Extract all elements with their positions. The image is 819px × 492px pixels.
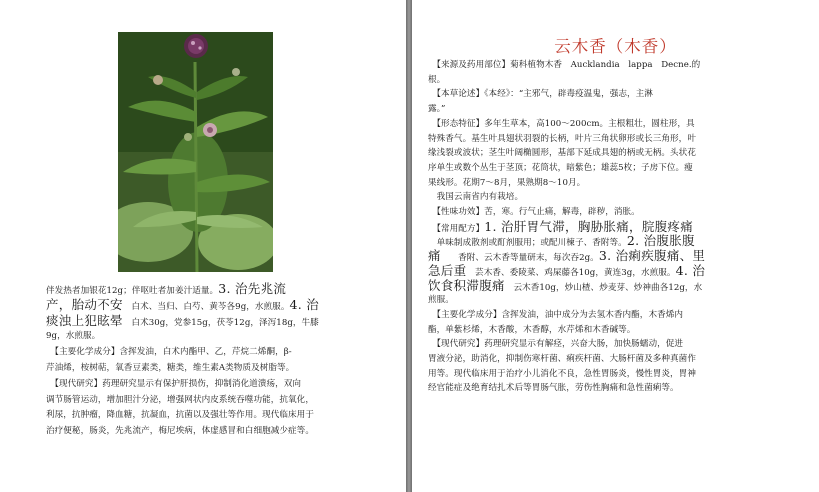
left-text-line (46, 408, 314, 423)
body-run: 胃液分泌，助消化，抑制伤寒杆菌、痢疾杆菌、大肠杆菌及多种真菌作 (428, 354, 696, 364)
body-run: 【形态特征】多年生草本，高100～200cm。主根粗壮，圆柱形，具 (428, 118, 695, 129)
body-run: 煎服。 (428, 295, 454, 306)
body-run: 经官能症及绝育结扎术后等胃肠气胀，劳伤性胸痛和急性菌痢等。 (428, 383, 679, 394)
right-text-line (428, 367, 696, 382)
right-text-line (428, 381, 679, 396)
body-run: 伴发热者加银花12g；伴呕吐者加姜汁适量。 (46, 286, 219, 296)
right-text-line (428, 279, 702, 296)
body-run: 利尿，抗肿瘤，降血糖，抗凝血，抗菌以及强壮等作用。现代临床用于 (46, 410, 314, 421)
body-run: 果线形。花期7～8月，果熟期8～10月。 (428, 177, 586, 188)
body-run: 【主要化学成分】含挥发油，油中成分为去氢木香内酯，木香烯内 (428, 309, 684, 320)
page-title: 云木香（木香） (554, 37, 677, 56)
right-text-line (428, 117, 695, 132)
left-text-line (46, 393, 314, 408)
right-text-line (428, 58, 700, 73)
right-text-line (428, 146, 696, 161)
body-run: 用等。现代临床用于治疗小儿消化不良，急性胃肠炎，慢性胃炎，胃神 (428, 368, 696, 379)
heading-run: 3. 治痢疾腹痛、里 (598, 248, 706, 264)
left-text-line (46, 314, 319, 331)
right-text-line (428, 132, 696, 147)
body-run: 我国云南省内有栽培。 (428, 192, 524, 203)
right-text-line (428, 190, 523, 205)
body-run: 酯，单紫杉烯，木香酸，木香醇，水芹烯和木香碱等。 (428, 324, 636, 335)
heading-run: 4. 治 (289, 296, 320, 312)
body-run: 特殊香气。基生叶具翅状羽裂的长柄，叶片三角状卵形或长三角形，叶 (428, 133, 696, 144)
body-run: 【现代研究】药理研究显示有解痉，兴奋大肠，加快肠蠕动，促进 (428, 339, 684, 350)
left-text-line (46, 329, 100, 344)
body-run: 芹油烯，桉树萜，氧香豆素类，糖类，维生素A类物质及树脂等。 (46, 363, 295, 373)
heading-run: 1. 治肝胃气滞，胸胁胀痛，脘腹疼痛 (484, 218, 694, 234)
body-run: 治疗便秘，肠炎，先兆流产，梅尼埃病，体虚感冒和白细胞减少症等。 (46, 426, 314, 437)
plant-illustration (118, 32, 273, 272)
plant-photo (118, 32, 273, 272)
body-run: 根。 (428, 74, 446, 85)
left-text-line (46, 345, 292, 360)
body-run: 【来源及药用部位】菊科植物木香 Aucklandia lappa Decne.的 (428, 60, 701, 70)
body-run: 香附、云木香等量研末，每次吞2g。 (440, 253, 599, 264)
heading-run: 痰浊上犯眩晕 (46, 312, 123, 328)
body-run: 缘浅裂或波状；茎生叶阔椭圆形，基部下延成具翅的柄或无柄。头状花 (428, 148, 696, 159)
heading-run: 饮食积滞腹痛 (428, 277, 505, 293)
body-run: 【主要化学成分】含挥发油，白术内酯甲、乙，芹烷二烯酮，β- (46, 347, 292, 358)
body-run: 【性味功效】苦，寒。行气止痛，解毒，辟秽，消胀。 (428, 207, 640, 217)
heading-run: 痛 (428, 248, 441, 264)
right-text-line (428, 102, 445, 117)
body-run: 白术、当归、白芍、黄芩各9g，水煎服。 (122, 301, 290, 312)
body-run: 9g，水煎服。 (46, 331, 101, 342)
body-run: 调节肠管运动，增加胆汁分泌，增强网状内皮系统吞噬功能，抗氧化， (46, 394, 314, 405)
left-text-line (46, 361, 294, 376)
right-text-line (428, 73, 445, 88)
heading-run: 急后重 (428, 262, 467, 278)
right-text-line (428, 337, 683, 352)
body-run: 芸木香、委陵菜、鸡屎藤各10g，黄连3g，水煎服。 (466, 267, 676, 278)
body-run: 露。” (428, 104, 446, 115)
body-run: 单味制成散剂或酊剂服用；或配川楝子、香附等。 (428, 238, 627, 249)
body-run: 【常用配方】 (428, 223, 485, 234)
right-text-line (428, 293, 454, 308)
right-text-line (428, 323, 635, 338)
left-text-line (46, 424, 314, 439)
heading-run: 4. 治 (675, 262, 706, 278)
right-page (412, 0, 819, 492)
right-text-line (428, 352, 696, 367)
right-text-line (428, 176, 585, 191)
left-text-line (46, 377, 301, 392)
right-text-line (428, 87, 653, 102)
left-page (0, 0, 406, 492)
body-run: 【现代研究】药理研究显示有保护肝损伤，抑制消化道溃疡，双向 (46, 378, 302, 389)
body-run: 序单生或数个丛生于茎顶；花筒状，暗紫色；雄蕊5枚；子房下位。瘦 (428, 162, 693, 173)
right-text-line (428, 308, 683, 323)
body-run: 云木香10g，炒山楂、炒麦芽、炒神曲各12g，水 (504, 282, 703, 293)
right-text-line (428, 205, 640, 220)
body-run: 【本草论述】《本经》：“主邪气，辟毒疫温鬼，强志，主淋 (428, 89, 653, 100)
heading-run: 3. 治先兆流 (218, 281, 287, 296)
heading-run: 产，胎动不安 (46, 296, 123, 312)
right-text-line (428, 161, 693, 176)
heading-run: 2. 治腹胀腹 (626, 233, 695, 249)
body-run: 白术30g，党参15g，茯苓12g，泽泻18g，牛膝 (122, 317, 319, 328)
